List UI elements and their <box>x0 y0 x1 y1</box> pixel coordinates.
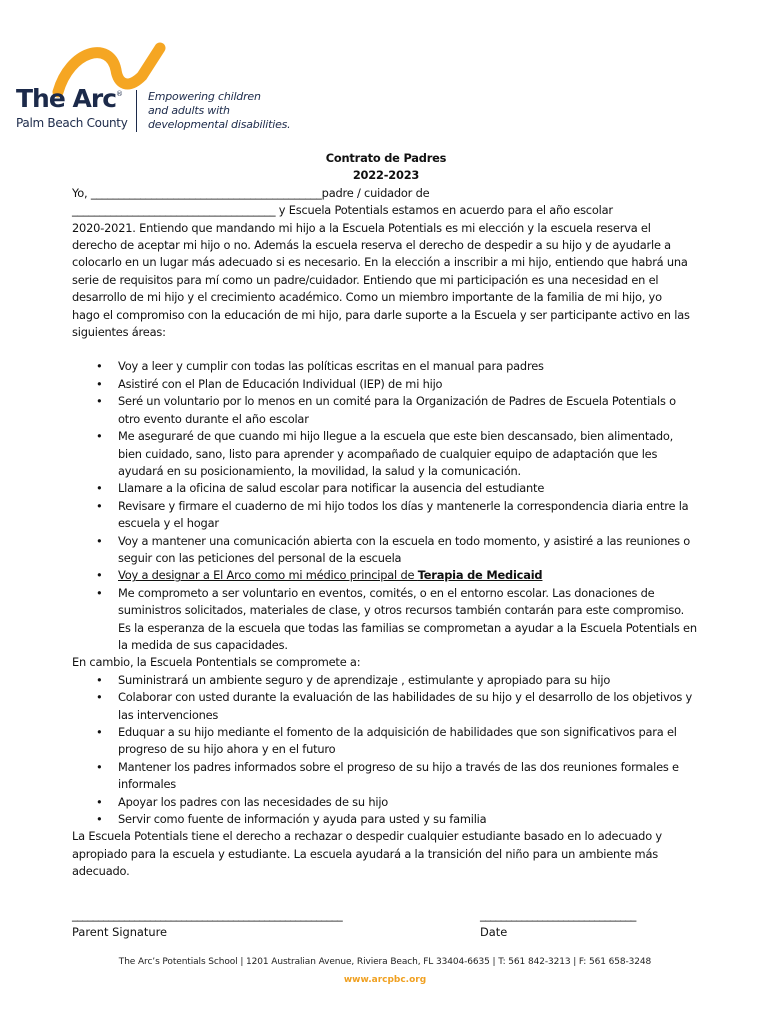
intro-line: siguientes áreas: <box>72 325 166 340</box>
closing-paragraph: La Escuela Potentials tiene el derecho a rechazar o despedir cualquier estudiante basado en lo adecuado y apropiado para la escuela y estudiante. La escuela ayudará a la transición del niño para un ambiente más adecuado. <box>72 829 662 879</box>
logo-tagline: Empowering children and adults with developmental disabilities. <box>148 90 291 131</box>
footer-address: The Arc’s Potentials School | 1201 Australian Avenue, Riviera Beach, FL 33404-6635 | T: 561 842-3213 | F: 561 658-3248 <box>118 957 652 967</box>
intro-paragraph <box>72 185 700 342</box>
list-item: • Me aseguraré de que cuando mi hijo llegue a la escuela que este bien descansado, bien alimentado, bien cuidado, sano, listo para aprender y acompañado de cualquier equipo de adaptación que les ayudará en su posicionamiento, la movilidad, la salud y la comunicación. <box>72 428 700 480</box>
list-item: • Seré un voluntario por lo menos en un comité para la Organización de Padres de Escuela Potentials o otro evento durante el año escolar <box>72 393 700 428</box>
document-year: 2022-2023 <box>352 168 420 183</box>
school-commitments-list <box>72 672 700 829</box>
intro-line: hago el compromiso con la educación de mi hijo, para darle suporte a la Escuela y ser participante activo en las <box>72 307 690 322</box>
logo-divider <box>136 90 137 132</box>
intro-line: colocarlo en un lugar más adecuado si es necesario. En la elección a inscribir a mi hijo, entiendo que habrá una <box>72 255 688 270</box>
intro-line: serie de requisitos para mí como un padre/cuidador. Entiendo que mi participación es una necesidad en el <box>72 272 659 287</box>
parent-signature-line[interactable]: ____________________________________________________ <box>72 908 343 922</box>
medicaid-bold-text: Terapia de Medicaid <box>417 568 543 583</box>
list-item: • Apoyar los padres con las necesidades de su hijo <box>72 794 700 811</box>
volunteer-list-item: • Me comprometo a ser voluntario en eventos, comités, o en el entorno escolar. Las donaciones de suministros solicitados, materiales de clase, y otros recursos también contarán para este compromiso. Es la esperanza de la escuela que todas las familias se comprometan a ayudar a la Escuela Potentials en la medida de sus capacidades. <box>72 585 700 655</box>
intro-line: 2020-2021. Entiendo que mandando mi hijo a la Escuela Potentials es mi elección y la escuela reserva el <box>72 220 651 235</box>
intro-line: _____________________________________ y Escuela Potentials estamos en acuerdo para el año escolar <box>72 203 613 218</box>
list-item: • Revisare y firmare el cuaderno de mi hijo todos los días y mantenerle la correspondencia diaria entre la escuela y el hogar <box>72 498 700 533</box>
parent-signature-label: Parent Signature <box>72 925 168 939</box>
logo-brand: The Arc® <box>16 84 123 113</box>
list-item: • Eduquar a su hijo mediante el fomento de la adquisición de habilidades que son significativos para el progreso de su hijo ahora y en el futuro <box>72 724 700 759</box>
intro-line: derecho de aceptar mi hijo o no. Además la escuela reserva el derecho de despedir a su hijo y de ayudarle a <box>72 238 671 253</box>
list-item: • Voy a leer y cumplir con todas las políticas escritas en el manual para padres <box>72 358 700 375</box>
list-item: • Voy a mantener una comunicación abierta con la escuela en todo momento, y asistiré a las reuniones o seguir con las peticiones del personal de la escuela <box>72 533 700 568</box>
logo-county: Palm Beach County <box>16 116 128 130</box>
list-item: • Suministrará un ambiente seguro y de aprendizaje , estimulante y apropiado para su hijo <box>72 672 700 689</box>
date-label: Date <box>480 925 508 939</box>
intro-line: desarrollo de mi hijo y el crecimiento académico. Como un miembro importante de la familia de mi hijo, yo <box>72 290 662 305</box>
footer-website-link[interactable]: www.arcpbc.org <box>343 975 427 985</box>
list-item: • Servir como fuente de información y ayuda para usted y su familia <box>72 811 700 828</box>
list-item: • Colaborar con usted durante la evaluación de las habilidades de su hijo y el desarrollo de los objetivos y las intervenciones <box>72 689 700 724</box>
contract-body <box>72 150 700 881</box>
date-line[interactable]: ______________________________ <box>480 908 636 922</box>
document-title: Contrato de Padres <box>325 151 447 165</box>
list-item: • Mantener los padres informados sobre el progreso de su hijo a través de las dos reuniones formales e informales <box>72 759 700 794</box>
list-item: • Asistiré con el Plan de Educación Individual (IEP) de mi hijo <box>72 376 700 393</box>
list-item: • Llamare a la oficina de salud escolar para notificar la ausencia del estudiante <box>72 480 700 497</box>
school-intro: En cambio, la Escuela Pontentials se compromete a: <box>72 655 361 670</box>
parent-commitments-list <box>72 358 700 654</box>
intro-line: Yo, __________________________________________padre / cuidador de <box>72 185 430 200</box>
medicaid-list-item: • Voy a designar a El Arco como mi médico principal de Terapia de Medicaid <box>72 567 700 584</box>
the-arc-logo <box>14 40 314 135</box>
